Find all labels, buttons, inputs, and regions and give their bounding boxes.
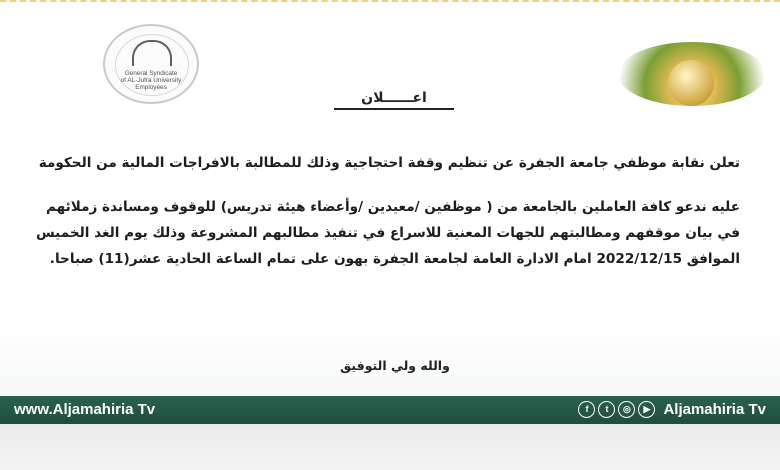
footer-bar (0, 396, 780, 424)
twitter-icon[interactable]: t (598, 401, 615, 418)
closing-line: والله ولي التوفيق (340, 358, 450, 373)
instagram-icon[interactable]: ◎ (618, 401, 635, 418)
dome-icon (668, 60, 714, 106)
aljamahiria-logo (618, 42, 766, 106)
union-seal-logo (103, 24, 199, 104)
youtube-icon[interactable]: ▶ (638, 401, 655, 418)
body-line-1: تعلن نقابة موظفي جامعة الجفرة عن تنظيم وقفة احتجاجية وذلك للمطالبة بالافراجات المالية من الحكومة (38, 155, 740, 171)
body-line-4: الموافق 2022/12/15 امام الادارة العامة لجامعة الجفرة بهون على تمام الساعة الحادية عشر(11) صباحا. (49, 251, 740, 267)
footer-brand (578, 401, 766, 418)
announcement-body (35, 150, 740, 272)
body-line-3: في بيان موقفهم ومطالبتهم للجهات المعنية للاسراع في تنفيذ مطالبهم المشروعة وذلك يوم الغد الخميس (35, 225, 740, 241)
seal-emblem-icon (132, 40, 172, 66)
facebook-icon[interactable]: f (578, 401, 595, 418)
footer-website[interactable]: www.Aljamahiria Tv (14, 401, 156, 418)
announcement-title: اعــــــلان (334, 90, 454, 110)
bottom-area (0, 424, 780, 470)
seal-text: General Syndicate of AL-Jufra University Employees (120, 70, 182, 91)
social-icons (578, 401, 655, 418)
body-line-2: عليه ندعو كافة العاملين بالجامعة من ( موظفين /معيدين /وأعضاء هيئة تدريس) للوقوف ومساندة زملائهم (46, 199, 740, 215)
footer-channel-name: Aljamahiria Tv (663, 401, 766, 418)
